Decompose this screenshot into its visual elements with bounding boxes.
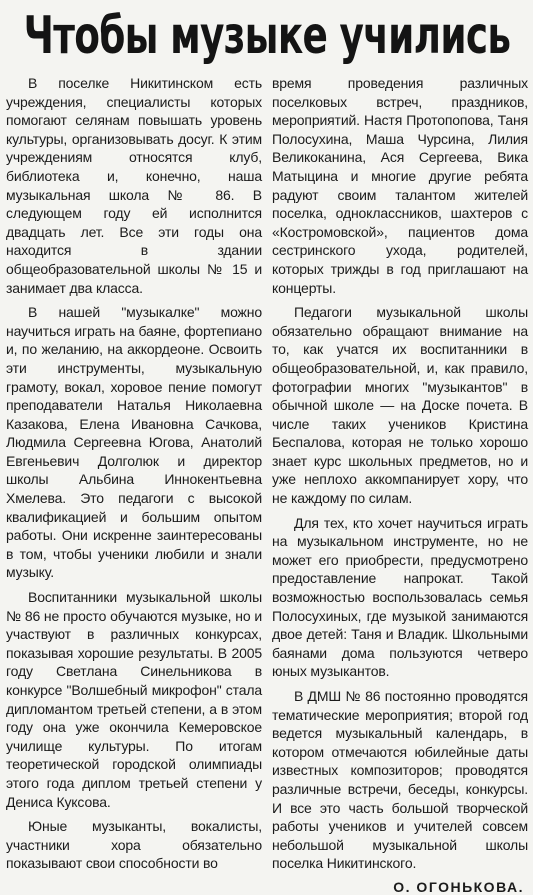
article-headline: Чтобы музыке учились (23, 6, 511, 66)
left-column (6, 74, 262, 895)
paragraph: Для тех, кто хочет научиться играть на музыкальном инструменте, но не может его приобрести, предусмотрено предоставление напрокат. Такой возможностью воспользовалась семья Полосухиных, где музыкой занимаются двое детей: Таня и Владик. Школьными баянами дома пользуются четверо юных музыкантов. (272, 514, 528, 680)
paragraph: В нашей "музыкалке" можно научиться играть на баяне, фортепиано и, по желанию, на аккордеоне. Освоить эти инструменты, музыкальную грамоту, вокал, хоровое пение помогут преподаватели Наталья Николаевна Казакова, Елена Ивановна Сачкова, Людмила Сергеевна Югова, Анатолий Евгеньевич Долголюк и директор школы Альбина Иннокентьевна Хмелева. Это педагоги с высокой квалификацией и большим опытом работы. Они искренне заинтересованы в том, чтобы ученики любили и знали музыку. (6, 304, 262, 581)
paragraph: В ДМШ № 86 постоянно проводятся тематические мероприятия; второй год ведется музыкальный календарь, в котором отмечаются юбилейные даты известных композиторов; проводятся различные встречи, беседы, конкурсы. И все это часть большой творческой работы учеников и учителей совсем небольшой музыкальной школы поселка Никитинского. (272, 688, 528, 872)
paragraph: Юные музыканты, вокалисты, участники хора обязательно показывают свои способности во (6, 818, 262, 872)
paragraph: Педагоги музыкальной школы обязательно обращают внимание на то, как учатся их воспитанники в общеобразовательной, и, как правило, фотографии многих "музыкантов" в обычной школе — на Доске почета. В числе таких учеников Кристина Беспалова, которая не только хорошо знает курс школьных предметов, но и уже неплохо аккомпанирует хору, что не каждому по силам. (272, 304, 528, 507)
author-signature: О. ОГОНЬКОВА. (393, 878, 524, 895)
paragraph: Воспитанники музыкальной школы № 86 не просто обучаются музыке, но и участвуют в различных конкурсах, показывая хорошие результаты. В 2005 году Светлана Синельникова в конкурсе "Волшебный микрофон" стала дипломантом третьей степени, а в этом году она уже окончила Кемеровское училище культуры. По итогам теоретической городской олимпиады этого года диплом третьей степени у Дениса Куксова. (6, 589, 262, 810)
paragraph: В поселке Никитинском есть учреждения, специалисты которых помогают селянам повышать уровень культуры, организовывать досуг. К этим учреждениям относятся клуб, библиотека и, конечно, наша музыкальная школа № 86. В следующем году ей исполнится двадцать лет. Все эти годы она находится в здании общеобразовательной школы № 15 и занимает два класса. (6, 75, 262, 296)
article-body (6, 74, 528, 895)
right-column (272, 74, 528, 895)
paragraph: время проведения различных поселковых встреч, праздников, мероприятий. Настя Протопопова, Таня Полосухина, Маша Чурсина, Лилия Великоканина, Ася Сергеева, Вика Матыцина и многие другие ребята радуют своим талантом жителей поселка, одноклассников, шахтеров с «Костромовской», пациентов дома сестринского ухода, родителей, которых трижды в год приглашают на концерты. (272, 75, 528, 296)
